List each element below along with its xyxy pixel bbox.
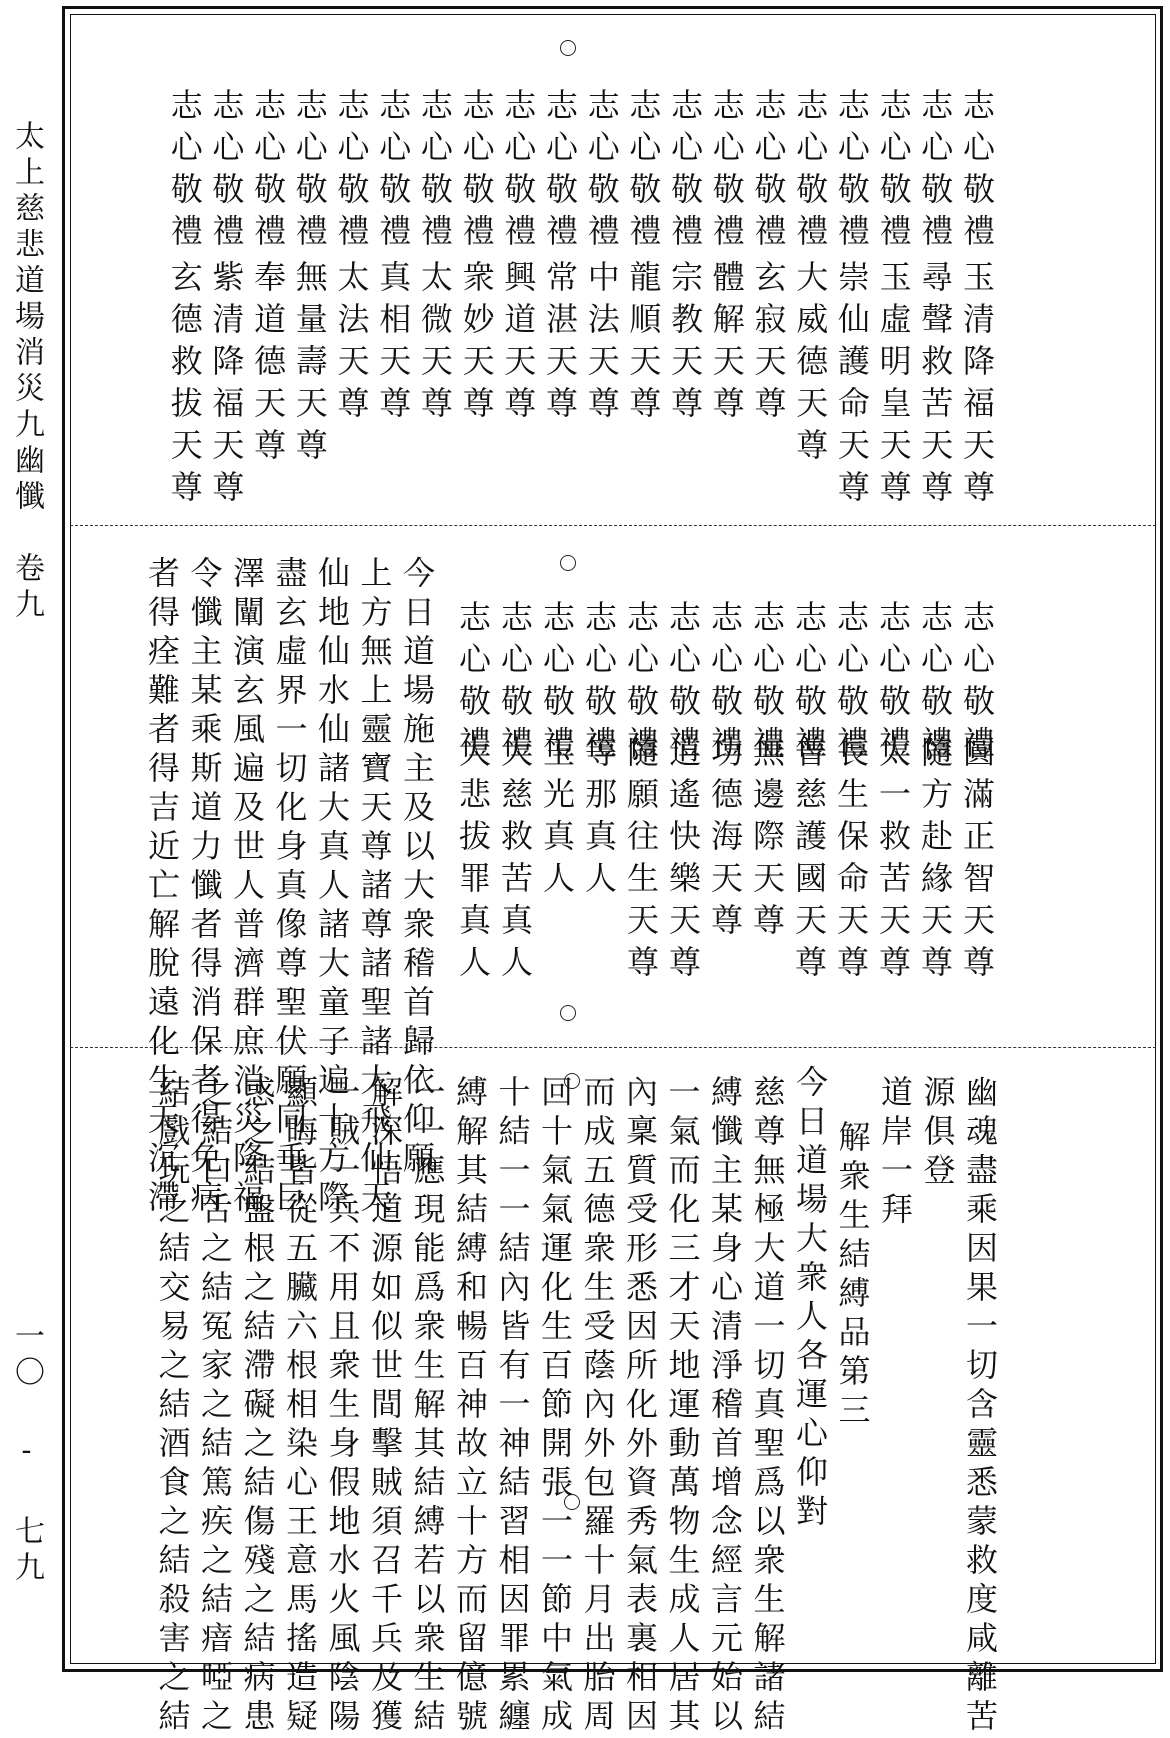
invocation-head: 志心敬禮 — [958, 600, 996, 768]
deity-name: 隨願往生天尊 — [622, 735, 660, 987]
text-column: 解深悟道源如似世間擊賊須召千兵及獲 — [366, 1075, 404, 1738]
text-column: 而成五德衆生受蔭內外包羅十月出胎周 — [578, 1075, 617, 1738]
invocation-head: 志心敬禮 — [249, 88, 288, 256]
deity-name: 興道天尊 — [499, 260, 538, 428]
deity-name: 龍順天尊 — [624, 260, 663, 428]
invocation-head: 志心敬禮 — [538, 600, 576, 768]
section-circle — [560, 555, 576, 571]
prose-column: 令懺主某乘斯道力懺者得消保者得免病 — [185, 556, 224, 1219]
prose-column: 盡玄虛界一切化身真像尊聖伏願同垂巨 — [270, 556, 309, 1219]
invocation-head: 志心敬禮 — [582, 88, 621, 256]
deity-name: 功德海天尊 — [706, 735, 744, 945]
deity-name: 太微天尊 — [415, 260, 454, 428]
invocation-head: 志心敬禮 — [624, 88, 663, 256]
text-column: 惑之結盤根之結滯礙之結傷殘之結病患 — [238, 1075, 277, 1738]
deity-name: 玉虛明皇天尊 — [874, 260, 913, 512]
chapter-heading: 解衆生結縛品第三 — [833, 1120, 872, 1432]
text-column: 縛懺主某身心清淨稽首增念經言元始以 — [706, 1075, 744, 1738]
invocation-head: 志心敬禮 — [916, 600, 954, 768]
invocation-head: 志心敬禮 — [454, 600, 492, 768]
section-circle — [560, 1005, 576, 1021]
prose-column: 澤闡演玄風遍及世人普濟群庶消災降福 — [228, 556, 266, 1219]
deity-name: 紫清降福天尊 — [207, 260, 246, 512]
prose-column: 上方無上靈寶天尊諸尊諸聖諸大飛仙天 — [355, 556, 394, 1219]
deity-name: 無量壽天尊 — [290, 260, 329, 470]
deity-name: 玄寂天尊 — [749, 260, 788, 428]
text-column: 內稟質受形悉因所化外資秀氣表裏相因 — [621, 1075, 659, 1738]
text-column: 慈尊無極大道一切真聖爲以衆生解諸結 — [748, 1075, 787, 1738]
text-column: 一賊一兵不用且衆生身假地水火風陰陽 — [323, 1075, 362, 1738]
page-number: 一〇 - 七九 — [9, 1320, 44, 1587]
section-circle — [560, 40, 576, 56]
prose-column: 今日道場施主及以大衆稽首歸依仰願 — [398, 556, 436, 1180]
invocation-head: 志心敬禮 — [748, 600, 786, 768]
running-title: 太上慈悲道場消災九幽懺 卷九 — [9, 120, 44, 624]
text-column: 顯晦皆從五臟六根相染心王意馬搖造疑 — [281, 1075, 319, 1738]
deity-name: 衆妙天尊 — [457, 260, 496, 428]
deity-name: 常湛天尊 — [541, 260, 579, 428]
invocation-head: 志心敬禮 — [749, 88, 788, 256]
text-column: 結戲玩之結交易之結酒食之結殺害之結 — [153, 1075, 192, 1738]
invocation-head: 志心敬禮 — [290, 88, 329, 256]
invocation-head: 志心敬禮 — [622, 600, 660, 768]
invocation-head: 志心敬禮 — [496, 600, 534, 768]
invocation-head: 志心敬禮 — [958, 88, 996, 256]
deity-name: 圓滿正智天尊 — [958, 735, 996, 987]
invocation-head: 志心敬禮 — [374, 88, 413, 256]
invocation-head: 志心敬禮 — [499, 88, 538, 256]
deity-name: 崇仙護命天尊 — [832, 260, 871, 512]
invocation-head: 志心敬禮 — [707, 88, 746, 256]
text-column: 幽魂盡乘因果一切含靈悉蒙救度咸離苦 — [961, 1075, 999, 1738]
text-column: 源俱登 — [918, 1075, 957, 1192]
invocation-head: 志心敬禮 — [832, 88, 871, 256]
text-column: 十結一一結內皆有一神結習相因罪累纏 — [493, 1075, 532, 1738]
deity-name: 奉道德天尊 — [249, 260, 288, 470]
invocation-head: 志心敬禮 — [207, 88, 246, 256]
panel-separator-1 — [70, 525, 1156, 526]
invocation-head: 志心敬禮 — [916, 88, 955, 256]
text-column: 回十氣氣運化生百節開張一一節中氣成 — [536, 1075, 574, 1738]
deity-name: 太一救苦天尊 — [874, 735, 912, 987]
text-column: 今日道場大衆人各運心仰對 — [791, 1065, 829, 1533]
deity-name: 無邊際天尊 — [748, 735, 786, 945]
text-column: 之結口舌之結冤家之結篤疾之結瘖啞之 — [196, 1075, 234, 1738]
deity-name: 體解天尊 — [707, 260, 746, 428]
invocation-head: 志心敬禮 — [580, 600, 618, 768]
deity-name: 宗教天尊 — [666, 260, 705, 428]
deity-name: 逍遙快樂天尊 — [664, 735, 702, 987]
deity-name: 玉光真人 — [538, 735, 576, 903]
deity-name: 太法天尊 — [332, 260, 371, 428]
deity-name: 長生保命天尊 — [832, 735, 870, 987]
invocation-head: 志心敬禮 — [666, 88, 705, 256]
deity-name: 玉清降福天尊 — [958, 260, 996, 512]
invocation-head: 志心敬禮 — [832, 600, 870, 768]
invocation-head: 志心敬禮 — [165, 88, 204, 256]
invocation-head: 志心敬禮 — [874, 600, 912, 768]
invocation-head: 志心敬禮 — [332, 88, 371, 256]
invocation-head: 志心敬禮 — [706, 600, 744, 768]
invocation-head: 志心敬禮 — [791, 88, 830, 256]
deity-name: 玄德救拔天尊 — [165, 260, 204, 512]
deity-name: 中法天尊 — [582, 260, 621, 428]
text-column: 一氣而化三才天地運動萬物生成人居其 — [663, 1075, 702, 1738]
deity-name: 真相天尊 — [374, 260, 413, 428]
invocation-head: 志心敬禮 — [457, 88, 496, 256]
text-column: 道岸一拜 — [876, 1075, 914, 1231]
deity-name: 大悲拔罪真人 — [454, 735, 492, 987]
invocation-head: 志心敬禮 — [415, 88, 454, 256]
deity-name: 大慈救苦真人 — [496, 735, 534, 987]
deity-name: 尋聲救苦天尊 — [916, 260, 955, 512]
invocation-head: 志心敬禮 — [664, 600, 702, 768]
invocation-head: 志心敬禮 — [541, 88, 579, 256]
invocation-head: 志心敬禮 — [790, 600, 828, 768]
prose-column: 仙地仙水仙諸大真人諸大童子遍十方際 — [313, 556, 351, 1219]
deity-name: 等那真人 — [580, 735, 618, 903]
deity-name: 隨方赴緣天尊 — [916, 735, 954, 987]
prose-column: 者得痊難者得吉近亡解脫遠化生天沉滯 — [143, 556, 181, 1219]
text-column: 一一應現能爲衆生解其結縛若以衆生結 — [408, 1075, 447, 1738]
invocation-head: 志心敬禮 — [874, 88, 913, 256]
deity-name: 普慈護國天尊 — [790, 735, 828, 987]
text-column: 縛解其結縛和暢百神故立十方而留億號 — [451, 1075, 489, 1738]
deity-name: 大威德天尊 — [791, 260, 830, 470]
